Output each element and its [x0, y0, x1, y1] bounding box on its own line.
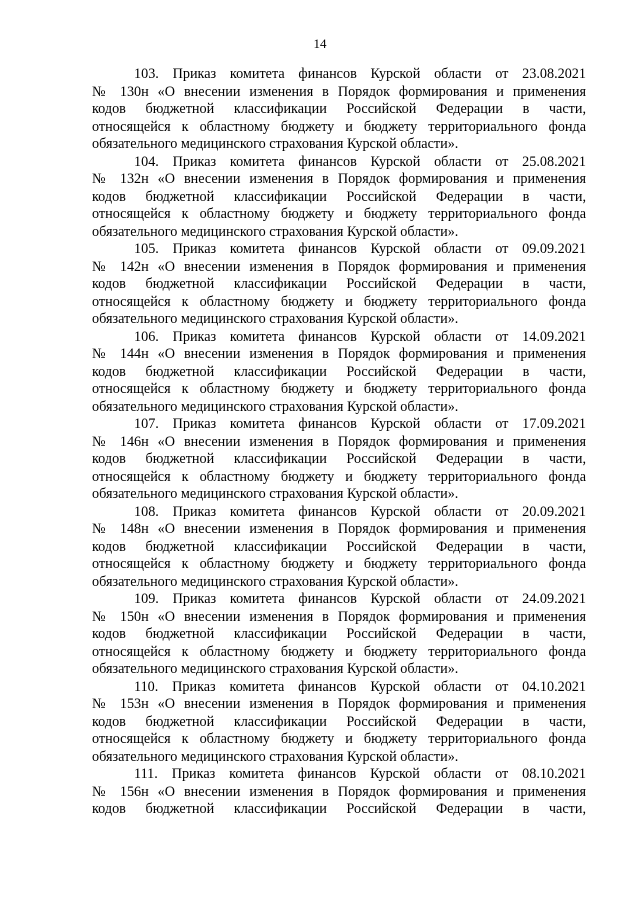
text-line: 105. Приказ комитета финансов Курской области от 09.09.2021	[134, 241, 586, 257]
text-line: обязательного медицинского страхования Курской области».	[92, 136, 459, 152]
text-line: № 130н «О внесении изменения в Порядок формирования и применения	[92, 83, 586, 100]
text-line: относящейся к областному бюджету и бюджету территориального фонда	[92, 293, 586, 310]
text-line: кодов бюджетной классификации Российской Федерации в части,	[92, 713, 586, 730]
order-list-item	[92, 329, 586, 417]
text-line: кодов бюджетной классификации Российской Федерации в части,	[92, 451, 586, 467]
text-line: обязательного медицинского страхования Курской области».	[92, 398, 459, 415]
text-line: кодов бюджетной классификации Российской Федерации в части,	[92, 363, 586, 380]
text-line: относящейся к областному бюджету и бюджету территориального фонда	[92, 468, 586, 485]
text-line: № 153н «О внесении изменения в Порядок формирования и применения	[92, 696, 586, 712]
text-line: обязательного медицинского страхования Курской области».	[92, 661, 459, 677]
text-line: относящейся к областному бюджету и бюджету территориального фонда	[92, 381, 586, 397]
text-line: 108. Приказ комитета финансов Курской области от 20.09.2021	[134, 503, 586, 520]
order-list-item	[92, 679, 586, 767]
order-list-item	[92, 66, 586, 154]
order-list-item	[92, 504, 586, 592]
text-line: относящейся к областному бюджету и бюджету территориального фонда	[92, 731, 586, 747]
order-list-item	[92, 591, 586, 679]
text-line: № 146н «О внесении изменения в Порядок формирования и применения	[92, 433, 586, 450]
text-line: 104. Приказ комитета финансов Курской области от 25.08.2021	[134, 153, 586, 170]
text-line: 107. Приказ комитета финансов Курской области от 17.09.2021	[134, 416, 586, 432]
text-line: 106. Приказ комитета финансов Курской области от 14.09.2021	[134, 328, 586, 345]
order-list-item	[92, 766, 586, 819]
page-number: 14	[313, 36, 327, 51]
text-line: № 142н «О внесении изменения в Порядок формирования и применения	[92, 258, 586, 275]
text-line: обязательного медицинского страхования Курской области».	[92, 486, 459, 502]
text-line: относящейся к областному бюджету и бюджету территориального фонда	[92, 206, 586, 222]
order-list-item	[92, 241, 586, 329]
text-line: кодов бюджетной классификации Российской Федерации в части,	[92, 188, 586, 205]
text-line: 103. Приказ комитета финансов Курской области от 23.08.2021	[134, 66, 586, 82]
text-line: относящейся к областному бюджету и бюджету территориального фонда	[92, 118, 586, 135]
text-line: № 156н «О внесении изменения в Порядок формирования и применения	[92, 783, 586, 800]
text-line: кодов бюджетной классификации Российской Федерации в части,	[92, 801, 586, 817]
text-line: обязательного медицинского страхования Курской области».	[92, 748, 459, 765]
text-line: кодов бюджетной классификации Российской Федерации в части,	[92, 626, 586, 642]
document-body	[92, 66, 586, 819]
text-line: кодов бюджетной классификации Российской Федерации в части,	[92, 101, 586, 117]
order-list-item	[92, 154, 586, 242]
text-line: относящейся к областному бюджету и бюджету территориального фонда	[92, 643, 586, 660]
order-list-item	[92, 416, 586, 504]
text-line: обязательного медицинского страхования Курской области».	[92, 311, 459, 327]
text-line: обязательного медицинского страхования Курской области».	[92, 573, 459, 590]
text-line: относящейся к областному бюджету и бюджету территориального фонда	[92, 556, 586, 572]
text-line: 110. Приказ комитета финансов Курской области от 04.10.2021	[134, 678, 586, 695]
text-line: № 150н «О внесении изменения в Порядок формирования и применения	[92, 608, 586, 625]
text-line: кодов бюджетной классификации Российской Федерации в части,	[92, 276, 586, 292]
text-line: 111. Приказ комитета финансов Курской области от 08.10.2021	[134, 766, 586, 782]
text-line: обязательного медицинского страхования Курской области».	[92, 223, 459, 240]
text-line: 109. Приказ комитета финансов Курской области от 24.09.2021	[134, 591, 586, 607]
text-line: № 132н «О внесении изменения в Порядок формирования и применения	[92, 171, 586, 187]
text-line: № 148н «О внесении изменения в Порядок формирования и применения	[92, 521, 586, 537]
text-line: кодов бюджетной классификации Российской Федерации в части,	[92, 538, 586, 555]
text-line: № 144н «О внесении изменения в Порядок формирования и применения	[92, 346, 586, 362]
